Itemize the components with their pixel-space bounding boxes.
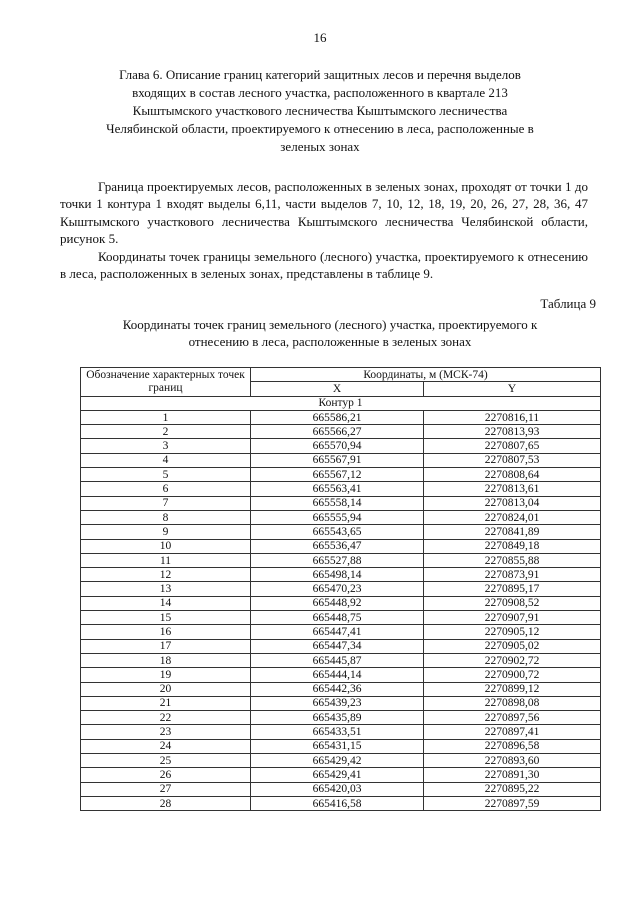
table-row — [81, 525, 601, 539]
y-coordinate-cell: 2270891,30 — [424, 768, 601, 782]
y-coordinate-cell: 2270841,89 — [424, 525, 601, 539]
table-row — [81, 682, 601, 696]
x-coordinate-cell: 665527,88 — [251, 553, 424, 567]
point-number-cell: 5 — [81, 468, 251, 482]
point-number-cell: 11 — [81, 553, 251, 567]
table-row — [81, 625, 601, 639]
table-caption-line: Координаты точек границ земельного (лесного) участка, проектируемого к — [122, 317, 538, 332]
paragraph-boundary-description: Граница проектируемых лесов, расположенных в зеленых зонах, проходят от точки 1 до точки 1 контура 1 входят выделы 6,11, части выделов 7, 10, 12, 18, 19, 20, 26, 27, 28, 36, 47 Кыштымского участкового лесничества Кыштымского лесничества Челябинской области, рисунок 5. — [60, 179, 588, 247]
y-coordinate-cell: 2270905,12 — [424, 625, 601, 639]
x-coordinate-cell: 665543,65 — [251, 525, 424, 539]
point-number-cell: 25 — [81, 754, 251, 768]
x-coordinate-cell: 665570,94 — [251, 439, 424, 453]
body-text — [60, 178, 588, 282]
y-coordinate-cell: 2270895,22 — [424, 782, 601, 796]
table-row — [81, 453, 601, 467]
y-coordinate-cell: 2270907,91 — [424, 611, 601, 625]
y-coordinate-cell: 2270908,52 — [424, 596, 601, 610]
point-number-cell: 28 — [81, 796, 251, 810]
point-number-cell: 12 — [81, 568, 251, 582]
table-row — [81, 696, 601, 710]
table-label: Таблица 9 — [540, 296, 596, 311]
table-row — [81, 539, 601, 553]
y-coordinate-cell: 2270807,53 — [424, 453, 601, 467]
x-coordinate-cell: 665567,12 — [251, 468, 424, 482]
table-row — [81, 796, 601, 810]
table-row — [81, 711, 601, 725]
y-coordinate-cell: 2270849,18 — [424, 539, 601, 553]
point-number-cell: 16 — [81, 625, 251, 639]
point-number-cell: 27 — [81, 782, 251, 796]
table-row — [81, 553, 601, 567]
table-row — [81, 568, 601, 582]
y-coordinate-cell: 2270896,58 — [424, 739, 601, 753]
point-number-cell: 9 — [81, 525, 251, 539]
table-row — [81, 725, 601, 739]
table-row — [81, 482, 601, 496]
y-coordinate-cell: 2270824,01 — [424, 510, 601, 524]
point-number-cell: 7 — [81, 496, 251, 510]
point-number-cell: 13 — [81, 582, 251, 596]
y-coordinate-cell: 2270898,08 — [424, 696, 601, 710]
point-number-cell: 10 — [81, 539, 251, 553]
point-number-cell: 20 — [81, 682, 251, 696]
point-number-cell: 4 — [81, 453, 251, 467]
x-coordinate-cell: 665555,94 — [251, 510, 424, 524]
contour-label: Контур 1 — [81, 396, 601, 410]
x-coordinate-cell: 665420,03 — [251, 782, 424, 796]
point-number-cell: 6 — [81, 482, 251, 496]
x-coordinate-cell: 665536,47 — [251, 539, 424, 553]
x-coordinate-cell: 665567,91 — [251, 453, 424, 467]
x-coordinate-cell: 665416,58 — [251, 796, 424, 810]
table-row — [81, 782, 601, 796]
table-row — [81, 496, 601, 510]
table-row — [81, 639, 601, 653]
y-coordinate-cell: 2270897,59 — [424, 796, 601, 810]
x-coordinate-cell: 665563,41 — [251, 482, 424, 496]
point-number-cell: 17 — [81, 639, 251, 653]
x-coordinate-cell: 665447,34 — [251, 639, 424, 653]
chapter-title — [60, 66, 580, 156]
y-coordinate-cell: 2270899,12 — [424, 682, 601, 696]
table-row — [81, 410, 601, 424]
table-caption — [60, 316, 600, 351]
x-coordinate-cell: 665445,87 — [251, 653, 424, 667]
table-row — [81, 739, 601, 753]
x-coordinate-cell: 665429,41 — [251, 768, 424, 782]
x-header: X — [251, 382, 424, 396]
table-row — [81, 582, 601, 596]
table-row — [81, 668, 601, 682]
y-coordinate-cell: 2270813,61 — [424, 482, 601, 496]
table-row — [81, 468, 601, 482]
x-coordinate-cell: 665444,14 — [251, 668, 424, 682]
point-number-cell: 3 — [81, 439, 251, 453]
chapter-title-line: Глава 6. Описание границ категорий защитных лесов и перечня выделов — [119, 67, 521, 82]
chapter-title-line: входящих в состав лесного участка, расположенного в квартале 213 — [132, 85, 508, 100]
y-coordinate-cell: 2270808,64 — [424, 468, 601, 482]
y-coordinate-cell: 2270813,04 — [424, 496, 601, 510]
x-coordinate-cell: 665435,89 — [251, 711, 424, 725]
y-coordinate-cell: 2270893,60 — [424, 754, 601, 768]
table-row — [81, 510, 601, 524]
table-row — [81, 439, 601, 453]
x-coordinate-cell: 665431,15 — [251, 739, 424, 753]
table-row — [81, 754, 601, 768]
chapter-title-line: Кыштымского участкового лесничества Кыштымского лесничества — [132, 103, 508, 118]
y-coordinate-cell: 2270897,41 — [424, 725, 601, 739]
point-number-cell: 24 — [81, 739, 251, 753]
coordinates-header: Координаты, м (МСК-74) — [251, 368, 601, 382]
coordinates-table — [80, 367, 601, 811]
table-row — [81, 653, 601, 667]
x-coordinate-cell: 665448,75 — [251, 611, 424, 625]
table-row — [81, 425, 601, 439]
y-header: Y — [424, 382, 601, 396]
table-row — [81, 596, 601, 610]
point-number-cell: 19 — [81, 668, 251, 682]
x-coordinate-cell: 665470,23 — [251, 582, 424, 596]
x-coordinate-cell: 665433,51 — [251, 725, 424, 739]
y-coordinate-cell: 2270900,72 — [424, 668, 601, 682]
point-number-cell: 2 — [81, 425, 251, 439]
x-coordinate-cell: 665448,92 — [251, 596, 424, 610]
y-coordinate-cell: 2270807,65 — [424, 439, 601, 453]
point-number-cell: 26 — [81, 768, 251, 782]
chapter-title-line: зеленых зонах — [280, 139, 360, 154]
y-coordinate-cell: 2270855,88 — [424, 553, 601, 567]
paragraph-coordinates-reference: Координаты точек границы земельного (лесного) участка, проектируемого к отнесению в леса, расположенных в зеленых зонах, представлены в таблице 9. — [60, 248, 588, 282]
x-coordinate-cell: 665442,36 — [251, 682, 424, 696]
point-number-cell: 18 — [81, 653, 251, 667]
x-coordinate-cell: 665586,21 — [251, 410, 424, 424]
coordinates-table-body — [81, 410, 601, 810]
y-coordinate-cell: 2270897,56 — [424, 711, 601, 725]
point-number-cell: 14 — [81, 596, 251, 610]
x-coordinate-cell: 665566,27 — [251, 425, 424, 439]
page-number: 16 — [313, 30, 327, 45]
point-number-cell: 22 — [81, 711, 251, 725]
table-caption-line: отнесению в леса, расположенные в зеленых зонах — [188, 334, 472, 350]
point-number-cell: 1 — [81, 410, 251, 424]
x-coordinate-cell: 665439,23 — [251, 696, 424, 710]
y-coordinate-cell: 2270813,93 — [424, 425, 601, 439]
y-coordinate-cell: 2270873,91 — [424, 568, 601, 582]
point-number-cell: 15 — [81, 611, 251, 625]
y-coordinate-cell: 2270895,17 — [424, 582, 601, 596]
table-row — [81, 768, 601, 782]
point-number-cell: 23 — [81, 725, 251, 739]
x-coordinate-cell: 665498,14 — [251, 568, 424, 582]
x-coordinate-cell: 665447,41 — [251, 625, 424, 639]
x-coordinate-cell: 665429,42 — [251, 754, 424, 768]
x-coordinate-cell: 665558,14 — [251, 496, 424, 510]
point-number-cell: 21 — [81, 696, 251, 710]
chapter-title-line: Челябинской области, проектируемого к отнесению в леса, расположенные в — [106, 121, 534, 136]
y-coordinate-cell: 2270816,11 — [424, 410, 601, 424]
y-coordinate-cell: 2270905,02 — [424, 639, 601, 653]
point-number-cell: 8 — [81, 510, 251, 524]
y-coordinate-cell: 2270902,72 — [424, 653, 601, 667]
table-row — [81, 611, 601, 625]
point-designation-header: Обозначение характерных точек границ — [81, 368, 251, 397]
